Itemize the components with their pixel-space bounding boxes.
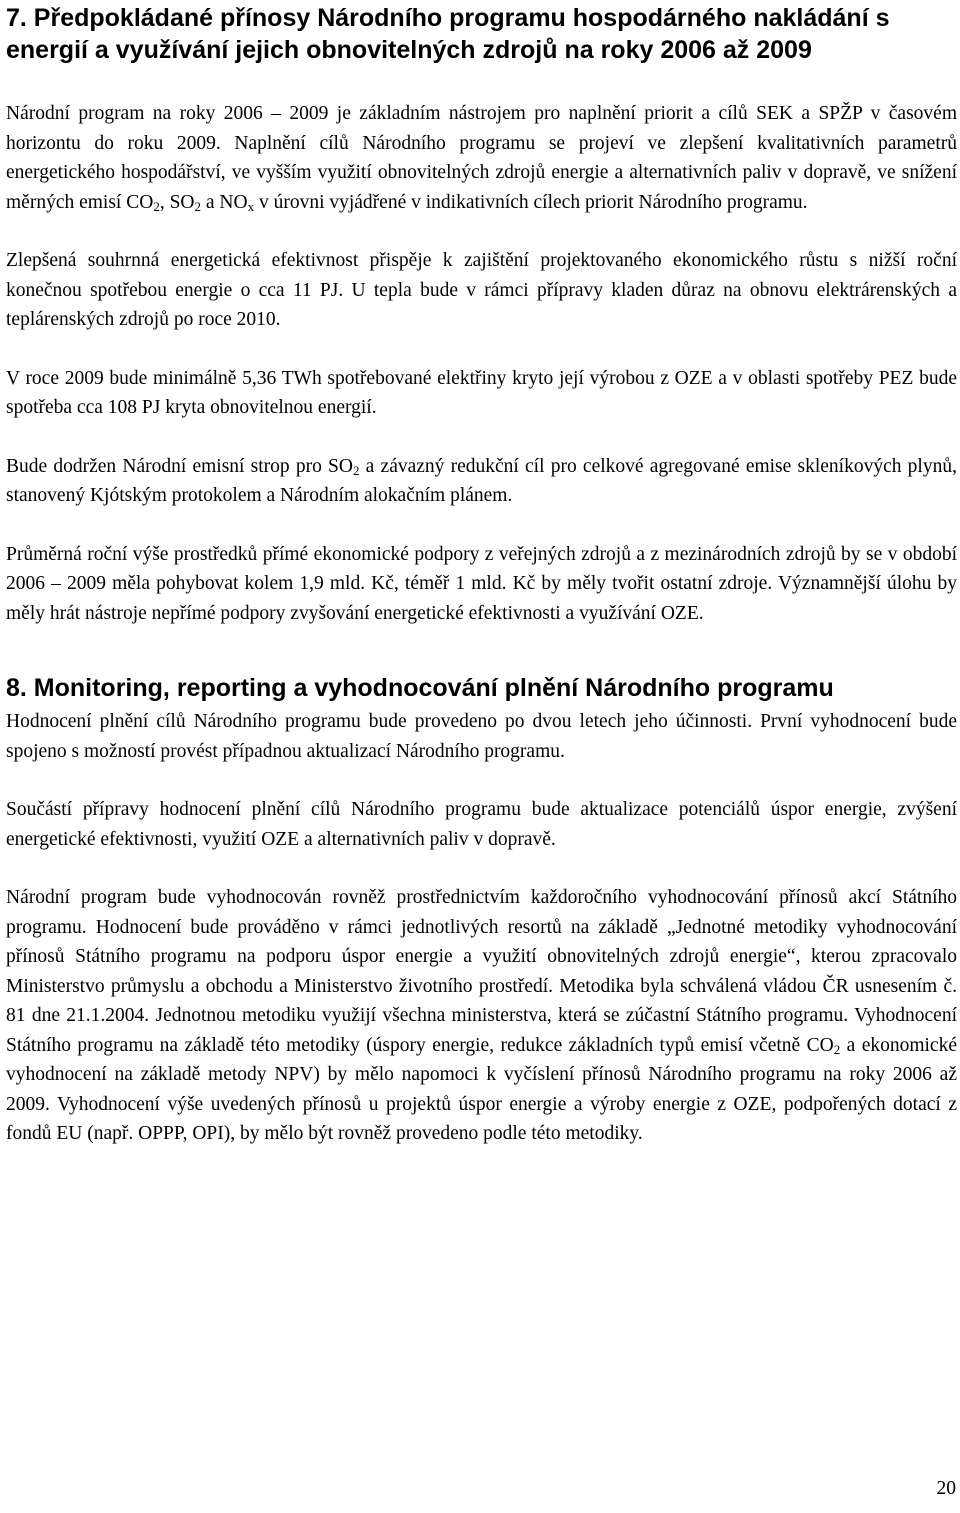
section-8-paragraph-2: Součástí přípravy hodnocení plnění cílů Národního programu bude aktualizace potenciálů úspor energie, zvýšení energetické efektivnosti, využití OZE a alternativních paliv v dopravě. xyxy=(6,799,957,850)
section-7-paragraph-4: Bude dodržen Národní emisní strop pro $SO_2$ a závazný redukční cíl pro celkové agregované emise skleníkových plynů, stanovený Kjótským protokolem a Národním alokačním plánem. xyxy=(6,455,957,506)
section-8-paragraph-3: Národní program bude vyhodnocován rovněž prostřednictvím každoročního vyhodnocování přínosů akcí Státního programu. Hodnocení bude prováděno v rámci jednotlivých resortů na základě „Jednotné metodiky vyhodnocování přínosů Státního programu na podporu úspor energie a využití obnovitelných zdrojů energie“, kterou zpracovalo Ministerstvo průmyslu a obchodu a Ministerstvo životního prostředí. Metodika byla schválená vládou ČR usnesením č. 81 dne 21.1.2004. Jednotnou metodiku využijí všechna ministerstva, která se zúčastní Státního programu. Vyhodnocení Státního programu na základě této metodiky (úspory energie, redukce základních typů emisí včetně $CO_2$ a ekonomické vyhodnocení na základě metody NPV) by mělo napomoci k vyčíslení přínosů Národního programu na roky 2006 až 2009. Vyhodnocení výše uvedených přínosů u projektů úspor energie a výroby energie z OZE, podpořených dotací z fondů EU (např. OPPP, OPI), by mělo být rovněž provedeno podle této metodiky. xyxy=(6,887,957,1144)
section-7-heading: 7. Předpokládané přínosy Národního programu hospodárného nakládání s energií a využívání jejich obnovitelných zdrojů na roky 2006 až 2009 xyxy=(6,4,890,64)
section-8-paragraph-1: Hodnocení plnění cílů Národního programu bude provedeno po dvou letech jeho účinnosti. První vyhodnocení bude spojeno s možností provést případnou aktualizací Národního programu. xyxy=(6,711,957,762)
section-7-paragraph-1: Národní program na roky 2006 – 2009 je základním nástrojem pro naplnění priorit a cílů SEK a SPŽP v časovém horizontu do roku 2009. Naplnění cílů Národního programu se projeví ve zlepšení kvalitativních parametrů energetického hospodářství, ve vyšším využití obnovitelných zdrojů energie a alternativních paliv v dopravě, ve snížení měrných emisí $CO_2$, $SO_2$ a $NO_x$ v úrovni vyjádřené v indikativních cílech priorit Národního programu. xyxy=(6,103,957,214)
document-page xyxy=(6,0,957,1149)
section-7-paragraph-2: Zlepšená souhrnná energetická efektivnost přispěje k zajištění projektovaného ekonomického růstu s nižší roční konečnou spotřebou energie o cca 11 PJ. U tepla bude v rámci přípravy kladen důraz na obnovu elektrárenských a teplárenských zdrojů po roce 2010. xyxy=(6,250,957,330)
section-8-heading: 8. Monitoring, reporting a vyhodnocování plnění Národního programu xyxy=(6,674,834,702)
section-7-paragraph-5: Průměrná roční výše prostředků přímé ekonomické podpory z veřejných zdrojů a z mezinárodních zdrojů by se v období 2006 – 2009 měla pohybovat kolem 1,9 mld. Kč, téměř 1 mld. Kč by měly tvořit ostatní zdroje. Významnější úlohu by měly hrát nástroje nepřímé podpory zvyšování energetické efektivnosti a využívání OZE. xyxy=(6,543,957,624)
section-7-paragraph-3: V roce 2009 bude minimálně 5,36 TWh spotřebované elektřiny kryto její výrobou z OZE a v oblasti spotřeby PEZ bude spotřeba cca 108 PJ kryta obnovitelnou energií. xyxy=(6,367,957,418)
page-number: 20 xyxy=(936,1478,956,1499)
